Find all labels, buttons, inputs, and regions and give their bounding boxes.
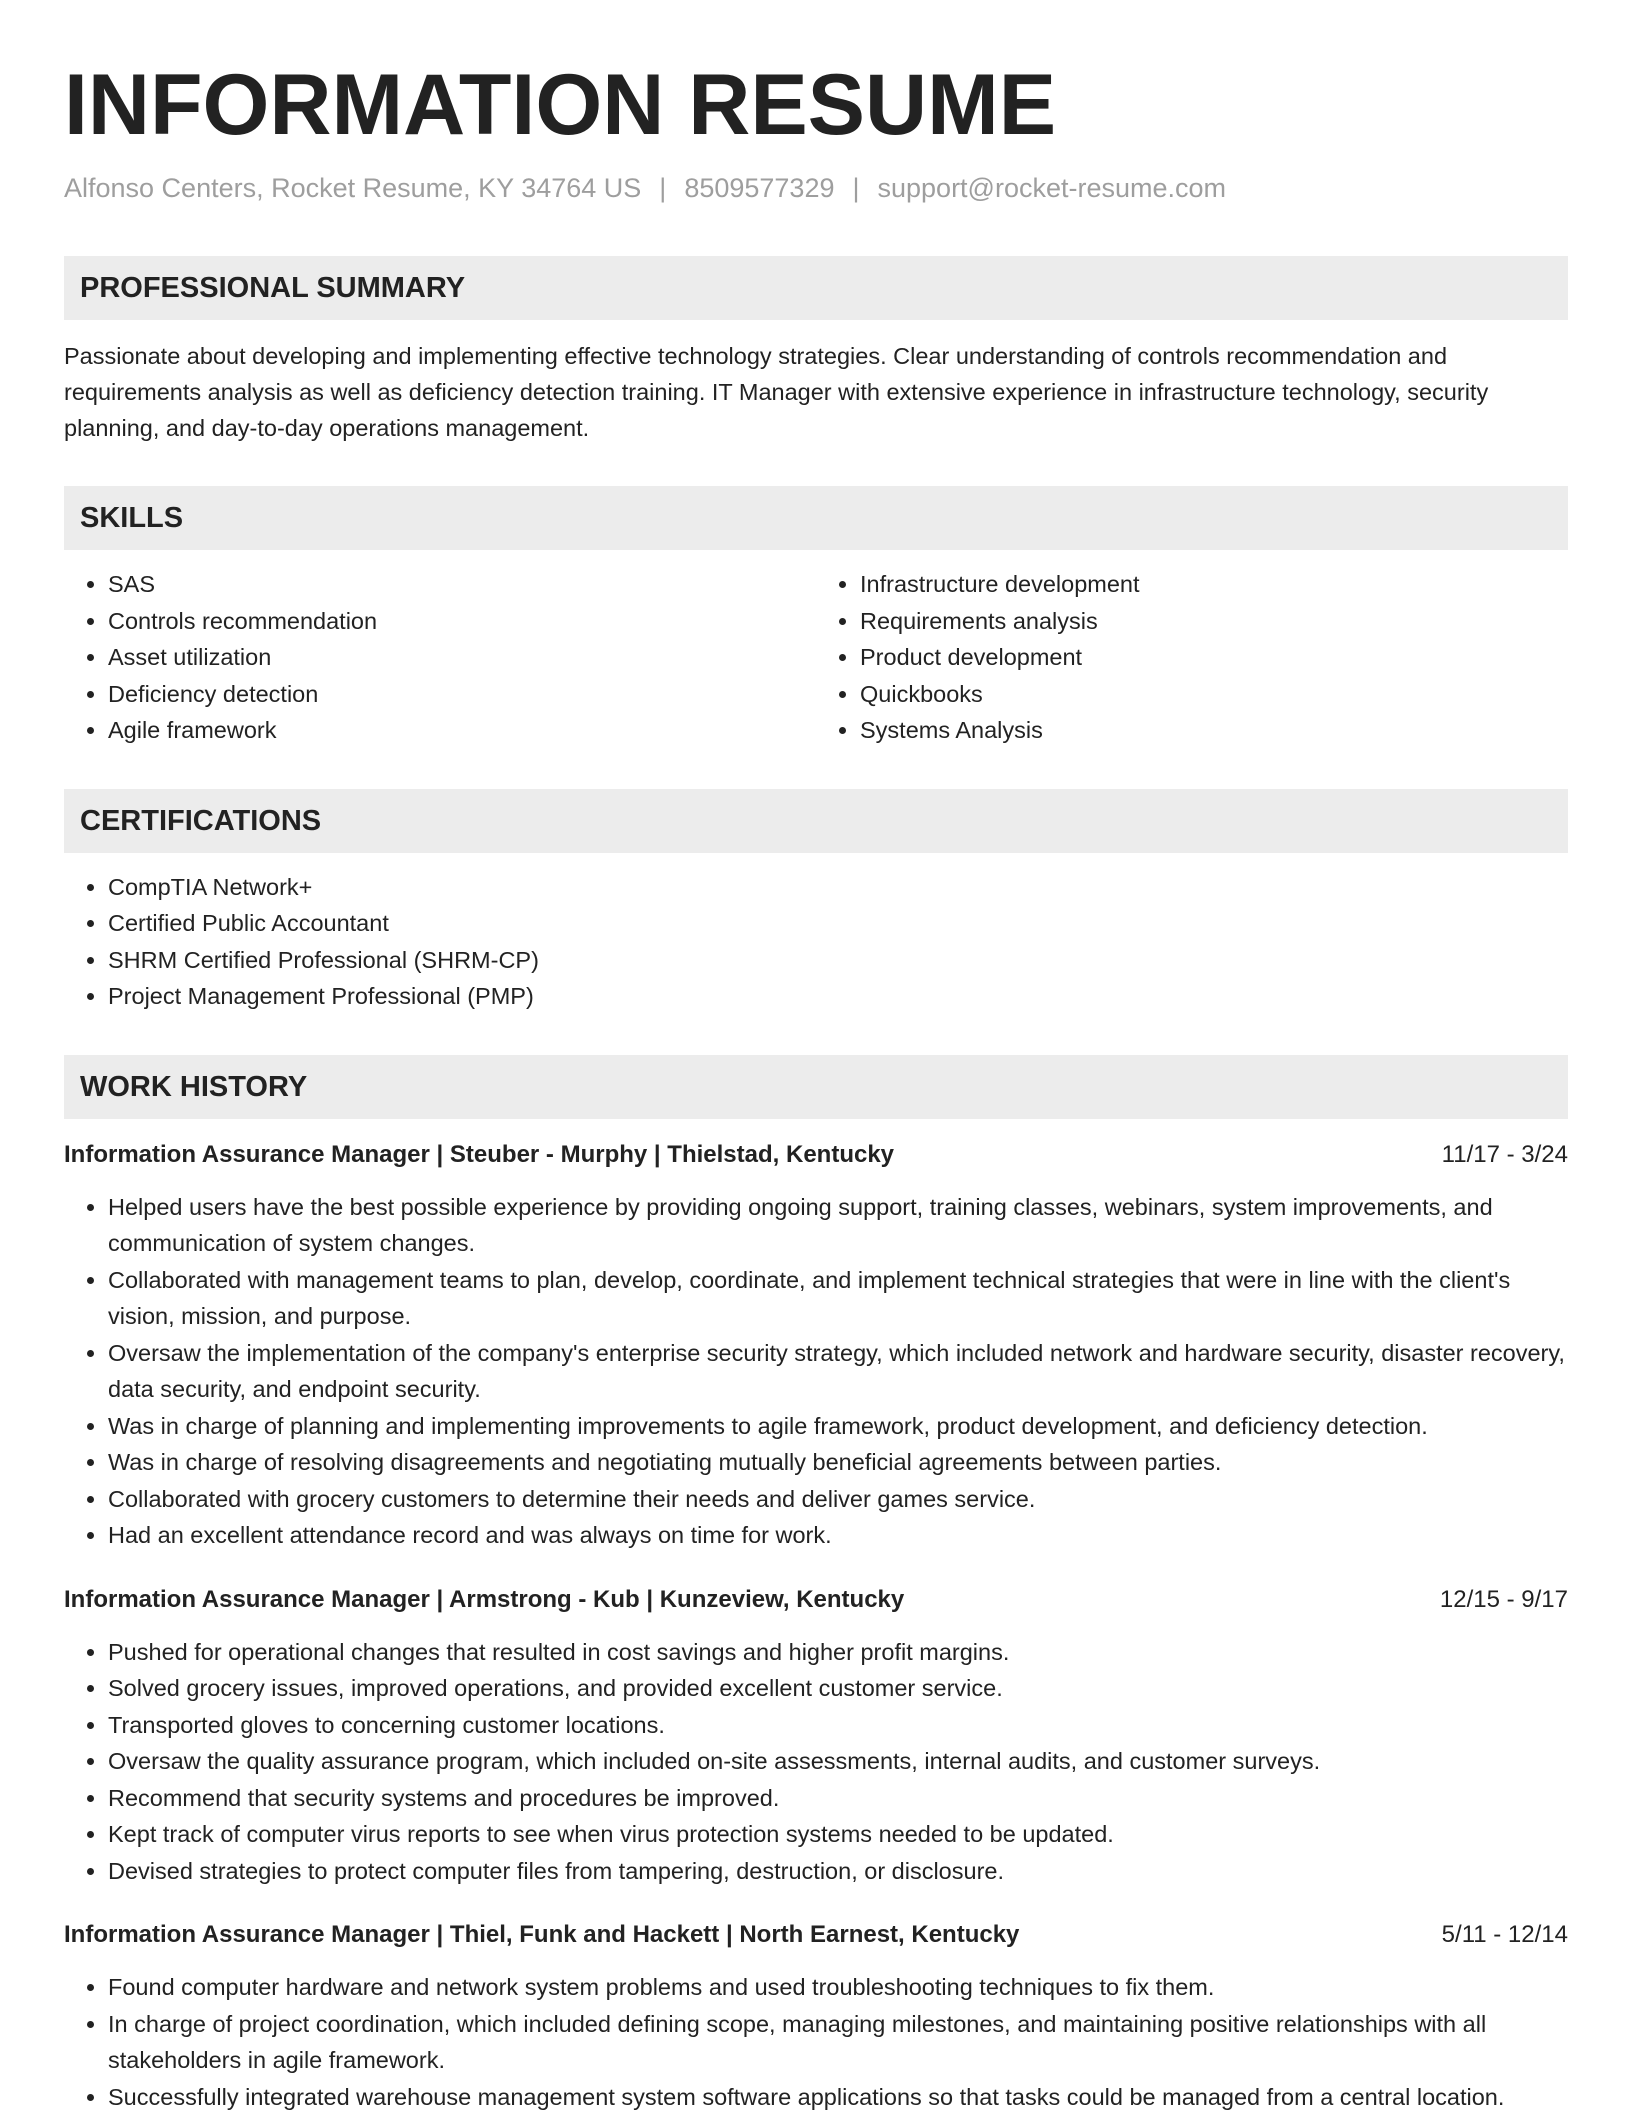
resume-title: INFORMATION RESUME	[64, 57, 1057, 153]
skill-item: • SAS	[108, 566, 816, 603]
contact-phone: 8509577329	[684, 173, 835, 203]
contact-email: support@rocket-resume.com	[877, 173, 1227, 203]
job-bullet: • Devised strategies to protect computer files from tampering, destruction, or disclosure.	[108, 1853, 1568, 1890]
job-header	[64, 1137, 1568, 1173]
contact-separator: |	[659, 173, 667, 203]
skills-list-left	[64, 566, 816, 749]
job-bullet: • Helped users have the best possible experience by providing ongoing support, training classes, webinars, system improvements, and communication of system changes.	[108, 1189, 1568, 1262]
certifications-list	[64, 869, 1568, 1015]
certification-item: • CompTIA Network+	[108, 869, 1568, 906]
skill-item: • Quickbooks	[860, 676, 1568, 713]
job-bullet: • Oversaw the quality assurance program, which included on-site assessments, internal audits, and customer surveys.	[108, 1743, 1568, 1780]
job-bullet: • Collaborated with management teams to plan, develop, coordinate, and implement technical strategies that were in line with the client's vision, mission, and purpose.	[108, 1262, 1568, 1335]
job-bullet: • Pushed for operational changes that resulted in cost savings and higher profit margins.	[108, 1634, 1568, 1671]
job-header	[64, 1582, 1568, 1618]
skill-item: • Deficiency detection	[108, 676, 816, 713]
contact-line	[64, 168, 1568, 208]
section-header-certifications: CERTIFICATIONS	[64, 789, 1568, 853]
job-dates: 12/15 - 9/17	[1439, 1585, 1568, 1613]
job-bullets	[64, 1634, 1568, 1890]
summary-text: Passionate about developing and implementing effective technology strategies. Clear understanding of controls recommendation and requirements analysis as well as deficiency detection training. IT Manager with extensive experience in infrastructure technology, security planning, and day-to-day operations management.	[64, 343, 1489, 441]
skill-item: • Product development	[860, 639, 1568, 676]
job-dates: 11/17 - 3/24	[1441, 1140, 1568, 1168]
job-entry	[64, 1137, 1568, 1554]
skill-item: • Systems Analysis	[860, 712, 1568, 749]
job-bullets	[64, 1969, 1568, 2112]
job-bullet: • Found computer hardware and network system problems and used troubleshooting techniques to fix them.	[108, 1969, 1568, 2006]
job-dates: 5/11 - 12/14	[1441, 1921, 1568, 1948]
job-bullet: • Was in charge of resolving disagreements and negotiating mutually beneficial agreements between parties.	[108, 1444, 1568, 1481]
contact-address: Alfonso Centers, Rocket Resume, KY 34764 US	[64, 173, 642, 203]
job-header	[64, 1917, 1568, 1953]
job-bullet: • Kept track of computer virus reports to see when virus protection systems needed to be updated.	[108, 1816, 1568, 1853]
section-header-skills: SKILLS	[64, 486, 1568, 550]
job-bullet: • Was in charge of planning and implementing improvements to agile framework, product development, and deficiency detection.	[108, 1408, 1568, 1445]
contact-separator: |	[852, 173, 860, 203]
job-bullet: • Solved grocery issues, improved operations, and provided excellent customer service.	[108, 1670, 1568, 1707]
skills-list-right	[816, 566, 1568, 749]
certification-item: • Certified Public Accountant	[108, 905, 1568, 942]
job-bullet: • Successfully integrated warehouse management system software applications so that tasks could be managed from a central location.	[108, 2079, 1568, 2112]
skill-item: • Requirements analysis	[860, 603, 1568, 640]
certification-item: • SHRM Certified Professional (SHRM-CP)	[108, 942, 1568, 979]
job-title: Information Assurance Manager | Armstrong - Kub | Kunzeview, Kentucky	[64, 1585, 905, 1613]
job-bullets	[64, 1189, 1568, 1554]
skill-item: • Controls recommendation	[108, 603, 816, 640]
skill-item: • Infrastructure development	[860, 566, 1568, 603]
job-entry	[64, 1917, 1568, 2112]
job-bullet: • In charge of project coordination, which included defining scope, managing milestones, and maintaining positive relationships with all stakeholders in agile framework.	[108, 2006, 1568, 2079]
skills-grid	[64, 550, 1568, 749]
job-bullet: • Had an excellent attendance record and was always on time for work.	[108, 1517, 1568, 1554]
skill-item: • Asset utilization	[108, 639, 816, 676]
certification-item: • Project Management Professional (PMP)	[108, 978, 1568, 1015]
section-header-summary: PROFESSIONAL SUMMARY	[64, 256, 1568, 320]
skill-item: • Agile framework	[108, 712, 816, 749]
job-bullet: • Oversaw the implementation of the company's enterprise security strategy, which included network and hardware security, disaster recovery, data security, and endpoint security.	[108, 1335, 1568, 1408]
job-entry	[64, 1582, 1568, 1890]
job-title: Information Assurance Manager | Thiel, Funk and Hackett | North Earnest, Kentucky	[64, 1921, 1020, 1948]
job-bullet: • Transported gloves to concerning customer locations.	[108, 1707, 1568, 1744]
job-bullet: • Recommend that security systems and procedures be improved.	[108, 1780, 1568, 1817]
job-title: Information Assurance Manager | Steuber - Murphy | Thielstad, Kentucky	[64, 1140, 895, 1168]
job-bullet: • Collaborated with grocery customers to determine their needs and deliver games service.	[108, 1481, 1568, 1518]
section-header-work-history: WORK HISTORY	[64, 1055, 1568, 1119]
